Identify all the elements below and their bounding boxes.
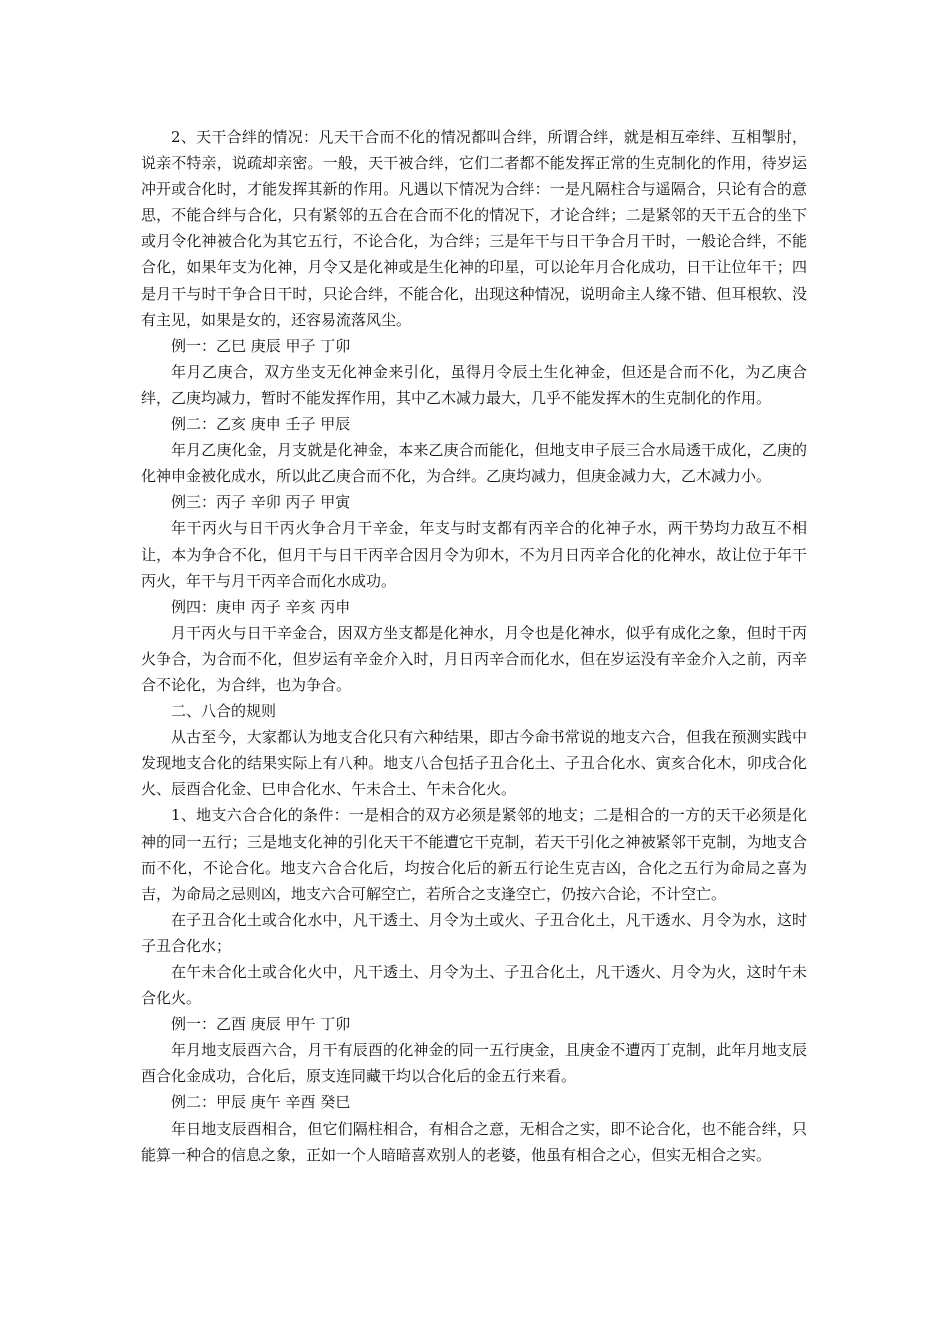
- paragraph-zi-chou-rule: 在子丑合化土或合化水中，凡干透土、月令为土或火、子丑合化土，凡干透水、月令为水，这时子丑合化水；: [141, 910, 807, 955]
- example-6-chart: 例二：甲辰 庚午 辛酉 癸巳: [171, 1093, 351, 1112]
- paragraph-eight-combinations-intro: 从古至今，大家都认为地支合化只有六种结果，即古今命书常说的地支六合，但我在预测实践中发现地支合化的结果实际上有八种。地支八合包括子丑合化土、子丑合化水、寅亥合化木，卯戌合化火、辰酉合化金、巳申合化水、午未合土、午未合化火。: [141, 728, 807, 799]
- section-heading-eight-combinations: 二、八合的规则: [171, 702, 277, 721]
- example-5-chart: 例一：乙酉 庚辰 甲午 丁卯: [171, 1015, 351, 1034]
- paragraph-heavenly-stems-binding: 2、天干合绊的情况：凡天干合而不化的情况都叫合绊，所谓合绊，就是相互牵绊、互相掣肘，说亲不特亲，说疏却亲密。一般，天干被合绊，它们二者都不能发挥正常的生克制化的作用，待岁运冲开或合化时，才能发挥其新的作用。凡遇以下情况为合绊：一是凡隔柱合与遥隔合，只论有合的意思，不能合绊与合化，只有紧邻的五合在合而不化的情况下，才论合绊；二是紧邻的天干五合的坐下或月令化神被合化为其它五行，不论合化，为合绊；三是年干与日干争合月干时，一般论合绊，不能合化，如果年支为化神，月令又是化神或是生化神的印星，可以论年月合化成功，日干让位年干；四是月干与时干争合日干时，只论合绊，不能合化，出现这种情况，说明命主人缘不错、但耳根软、没有主见，如果是女的，还容易流落风尘。: [141, 128, 807, 329]
- example-5-explanation: 年月地支辰酉六合，月干有辰酉的化神金的同一五行庚金，且庚金不遭丙丁克制，此年月地支辰酉合化金成功，合化后，原支连同藏干均以合化后的金五行来看。: [141, 1041, 807, 1086]
- paragraph-wu-wei-rule: 在午未合化土或合化火中，凡干透土、月令为土、子丑合化土，凡干透火、月令为火，这时午未合化火。: [141, 963, 807, 1008]
- example-2-chart: 例二：乙亥 庚申 壬子 甲辰: [171, 415, 351, 434]
- example-1-chart: 例一：乙巳 庚辰 甲子 丁卯: [171, 336, 351, 355]
- example-4-chart: 例四：庚申 丙子 辛亥 丙申: [171, 597, 351, 616]
- document-body: [141, 124, 807, 1168]
- example-1-explanation: 年月乙庚合，双方坐支无化神金来引化，虽得月令辰土生化神金，但还是合而不化，为乙庚合绊，乙庚均减力，暂时不能发挥作用，其中乙木减力最大，几乎不能发挥木的生克制化的作用。: [141, 362, 807, 407]
- example-3-explanation: 年干丙火与日干丙火争合月干辛金，年支与时支都有丙辛合的化神子水，两干势均力敌互不相让，本为争合不化，但月干与日干丙辛合因月令为卯木，不为月日丙辛合化的化神水，故让位于年干丙火，年干与月干丙辛合而化水成功。: [141, 519, 807, 590]
- example-4-explanation: 月干丙火与日干辛金合，因双方坐支都是化神水，月令也是化神水，似乎有成化之象，但时干丙火争合，为合而不化，但岁运有辛金介入时，月日丙辛合而化水，但在岁运没有辛金介入之前，丙辛合不论化，为合绊，也为争合。: [141, 623, 807, 694]
- paragraph-six-combinations-conditions: 1、地支六合合化的条件：一是相合的双方必须是紧邻的地支；二是相合的一方的天干必须是化神的同一五行；三是地支化神的引化天干不能遭它干克制，若天干引化之神被紧邻干克制，为地支合而不化，不论合化。地支六合合化后，均按合化后的新五行论生克吉凶，合化之五行为命局之喜为吉，为命局之忌则凶，地支六合可解空亡，若所合之支逢空亡，仍按六合论，不计空亡。: [141, 806, 807, 903]
- example-2-explanation: 年月乙庚化金，月支就是化神金，本来乙庚合而能化，但地支申子辰三合水局透干成化，乙庚的化神申金被化成水，所以此乙庚合而不化，为合绊。乙庚均减力，但庚金减力大，乙木减力小。: [141, 441, 807, 486]
- example-6-explanation: 年日地支辰酉相合，但它们隔柱相合，有相合之意，无相合之实，即不论合化，也不能合绊，只能算一种合的信息之象，正如一个人暗暗喜欢别人的老婆，他虽有相合之心，但实无相合之实。: [141, 1119, 807, 1164]
- example-3-chart: 例三：丙子 辛卯 丙子 甲寅: [171, 493, 351, 512]
